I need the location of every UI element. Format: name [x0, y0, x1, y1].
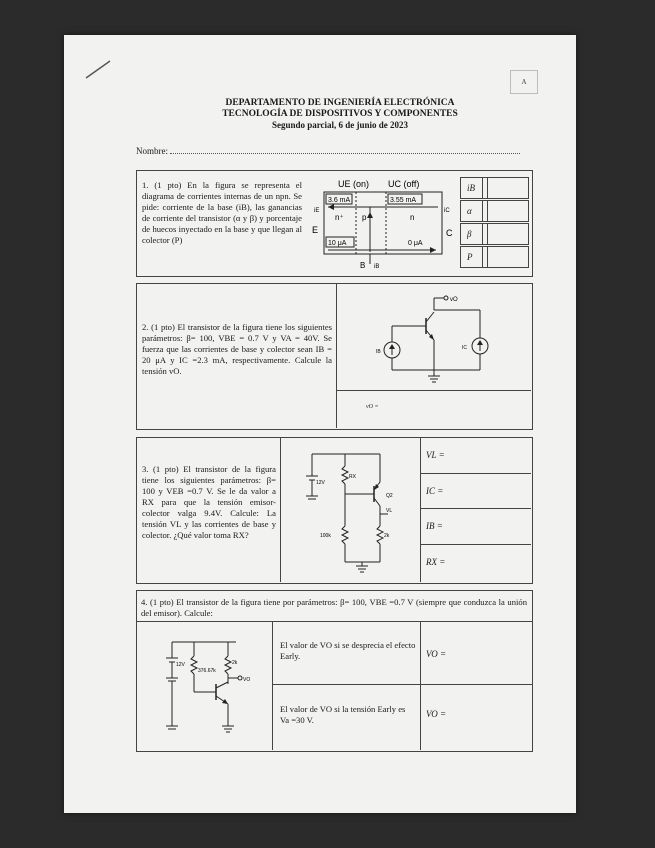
q3-circuit — [290, 442, 418, 577]
q1-ib-label: iB — [374, 264, 380, 270]
header-exam: Segundo parcial, 6 de junio de 2023 — [271, 120, 409, 130]
q4-source-label: 12V — [176, 662, 185, 668]
q1-ans-label-beta: β — [460, 223, 488, 245]
q2-ic-label: IC — [462, 345, 467, 351]
q2-answer-label: vO = — [366, 404, 379, 410]
name-dots — [170, 153, 520, 154]
q3-source-label: 12V — [316, 480, 325, 486]
q1-c-label: C — [446, 228, 453, 238]
q1-ans-label-ib: iB — [460, 177, 488, 199]
q3-ans-ic[interactable]: IC = — [426, 486, 444, 496]
q1-ans-field-alpha[interactable] — [482, 200, 529, 222]
q1-uc-label: UC (off) — [388, 179, 420, 189]
q3-ans-ib[interactable]: IB = — [426, 521, 443, 531]
q3-text: 3. (1 pto) El transistor de la figura tiene los siguientes parámetros: β= 100 y VEB =0.7 V. Se le da valor a RX para que la tensión emisor-colector valga 9.4V. Calcule: La tensión VL y las corrientes de base y colector. ¿Qué valor toma RX? — [142, 464, 276, 540]
q1-current-1: 3.6 mA — [328, 197, 351, 204]
q2-vo-out: vO — [450, 297, 458, 303]
q1-b-label: B — [360, 261, 366, 270]
q1-current-2: 3.55 mA — [390, 197, 417, 204]
q4-vo-label: VO — [243, 677, 251, 683]
q1-ans-field-ib[interactable] — [482, 177, 529, 199]
q3-ans-rx[interactable]: RX = — [426, 557, 446, 567]
q3-divider-1 — [280, 437, 281, 582]
q4-r1-label: 376.67k — [198, 668, 216, 674]
header-department: DEPARTAMENTO DE INGENIERÍA ELECTRÓNICA — [225, 98, 455, 108]
q4-ans-vo-1[interactable]: VO = — [426, 649, 447, 659]
q1-e-label: E — [312, 225, 319, 235]
q4-item-1-text: El valor de VO si se desprecia el efecto Early. — [280, 640, 416, 661]
q3-ans-vl[interactable]: VL = — [426, 450, 445, 460]
name-label: Nombre: — [136, 146, 168, 156]
q3-row-line-3 — [420, 544, 531, 545]
q1-ans-field-beta[interactable] — [482, 223, 529, 245]
q3-rx-label: RX — [349, 474, 356, 480]
q4-divider-1 — [272, 621, 273, 750]
q1-current-4: 0 μA — [408, 240, 423, 247]
q2-answer-field[interactable] — [390, 396, 525, 422]
q1-p: p — [362, 213, 367, 222]
q1-ic-label: iC — [444, 208, 450, 214]
q1-text: 1. (1 pto) En la figura se representa el diagrama de corrientes internas de un npn. Se pide: corriente de la base (iB), las ganancias de corriente del transistor (α y β) y porcentaje de huecos inyectado en la base y que llegan al colector (P) — [142, 180, 302, 245]
q1-ans-label-p: P — [460, 246, 488, 268]
q1-n: n — [410, 213, 415, 222]
q2-divider — [336, 283, 337, 428]
q1-ie-label: iE — [314, 208, 320, 214]
q4-header-line — [136, 621, 532, 622]
q1-ans-label-alpha: α — [460, 200, 488, 222]
q2-answer-divider — [336, 390, 531, 391]
q4-text: 4. (1 pto) El transistor de la figura tiene por parámetros: β= 100, VBE =0.7 V (siempre que conduzca la unión del emisor). Calcule: — [141, 597, 527, 618]
q2-text: 2. (1 pto) El transistor de la figura tiene los siguientes parámetros: β= 100, VBE = 0.7 V y VA = 40V. Se fuerza que las corrientes de base y colector sean IB = 20 μA y IC =2.3 mA, respectivamente. Calcule la tensión vO. — [142, 322, 332, 376]
header-course: TECNOLOGÍA DE DISPOSITIVOS Y COMPONENTES — [222, 109, 458, 119]
q4-item-2-text: El valor de VO si la tensión Early es Va =30 V. — [280, 704, 406, 725]
corner-tag: A — [510, 70, 538, 94]
pen-mark-icon — [84, 58, 114, 80]
q3-r100k-label: 100k — [320, 533, 331, 539]
q1-current-3: 10 μA — [328, 240, 347, 247]
q3-row-line-2 — [420, 508, 531, 509]
q3-q2-label: Q2 — [386, 493, 393, 499]
q4-circuit — [150, 626, 268, 746]
q1-ans-field-p[interactable] — [482, 246, 529, 268]
q4-ans-vo-2[interactable]: VO = — [426, 709, 447, 719]
name-line[interactable] — [136, 146, 526, 156]
q1-ue-label: UE (on) — [338, 179, 370, 189]
q3-r2k-label: 2k — [384, 533, 390, 539]
q2-ib-label: IB — [376, 349, 381, 355]
q4-r2-label: 2k — [232, 660, 238, 666]
q3-row-line-1 — [420, 473, 531, 474]
q2-circuit — [370, 290, 500, 385]
q1-nplus: n⁺ — [335, 213, 344, 222]
q3-vl-label: VL — [386, 508, 393, 514]
q1-diagram — [308, 174, 458, 272]
q4-row-line — [272, 684, 532, 685]
